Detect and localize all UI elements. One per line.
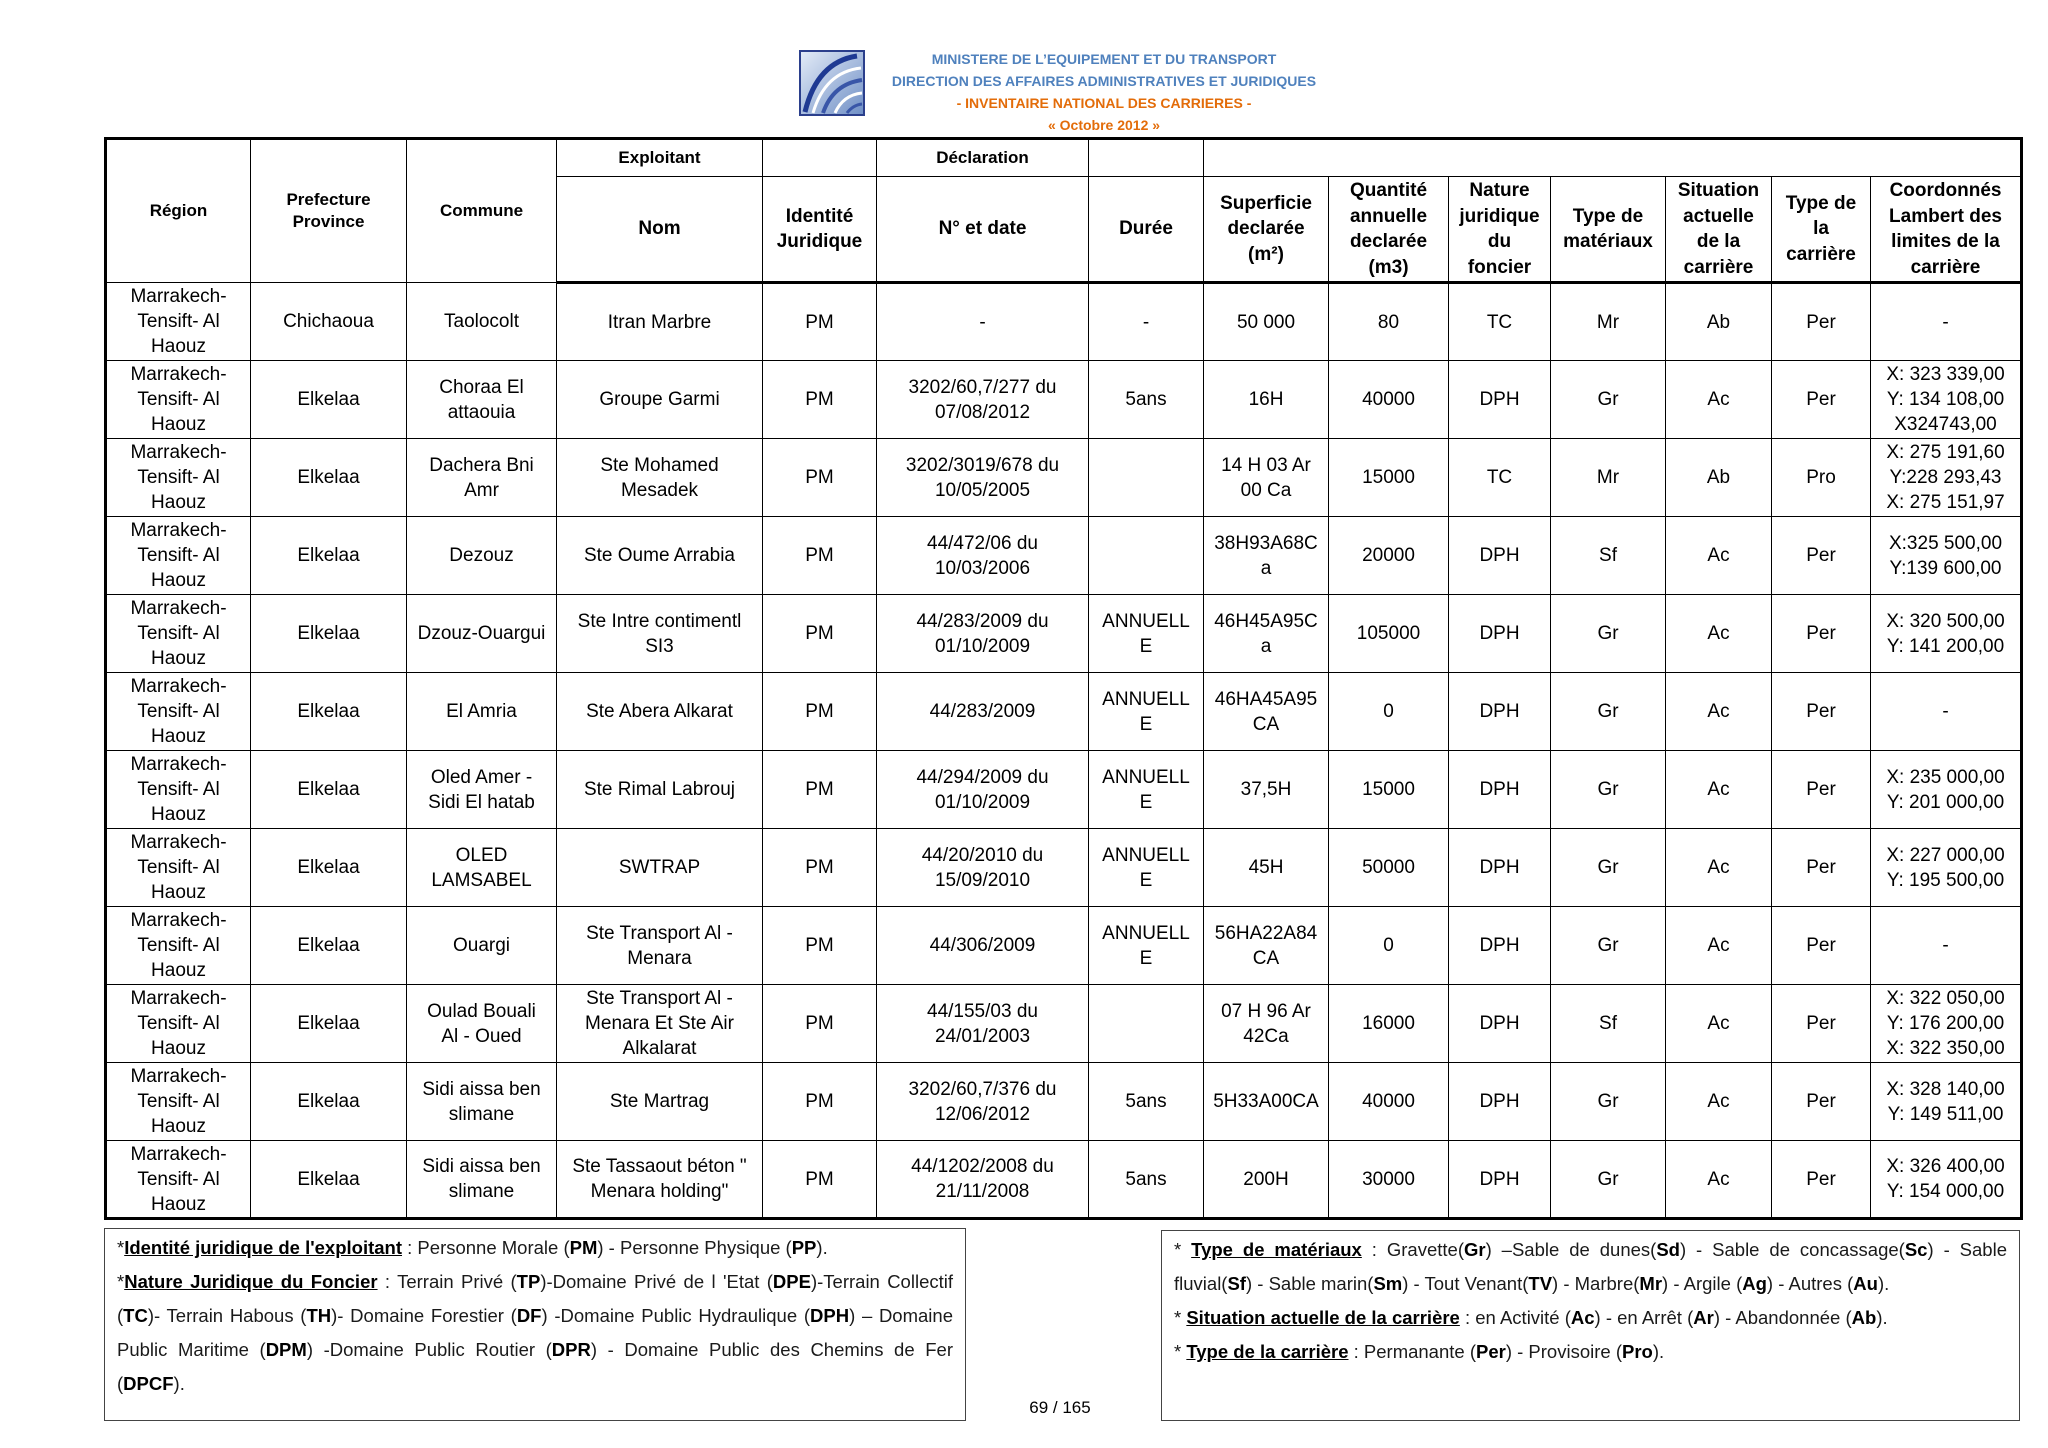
cell-duree: ANNUELL E <box>1089 673 1204 751</box>
cell-province: Elkelaa <box>251 595 407 673</box>
cell-commune: Choraa El attaouia <box>407 361 557 439</box>
page-number: 69 / 165 <box>1029 1398 1091 1417</box>
cell-type-carriere: Per <box>1772 595 1871 673</box>
legend-text: )- Domaine Forestier ( <box>331 1305 517 1326</box>
legend-text: ). <box>1877 1273 1890 1294</box>
cell-nom: Itran Marbre <box>557 283 763 361</box>
table-row <box>106 361 2022 439</box>
legend-code: Ab <box>1851 1307 1877 1328</box>
cell-province: Elkelaa <box>251 361 407 439</box>
cell-num-date: 3202/60,7/376 du 12/06/2012 <box>877 1063 1089 1141</box>
cell-type-carriere: Per <box>1772 1141 1871 1219</box>
legend-text: ) - en Arrêt ( <box>1594 1307 1694 1328</box>
cell-commune: Sidi aissa ben slimane <box>407 1063 557 1141</box>
cell-commune: Oulad Bouali Al - Oued <box>407 985 557 1063</box>
cell-commune: El Amria <box>407 673 557 751</box>
legend-code: Sm <box>1373 1273 1403 1294</box>
cell-superficie: 46HA45A95 CA <box>1204 673 1329 751</box>
legend-paragraph <box>117 1265 953 1401</box>
legend-text: ) -Domaine Public Routier ( <box>306 1339 552 1360</box>
cell-quantite: 105000 <box>1329 595 1449 673</box>
cell-quantite: 0 <box>1329 673 1449 751</box>
legend-code: DPCF <box>123 1373 174 1394</box>
cell-nature: TC <box>1449 439 1551 517</box>
legend-text: )-Domaine Privé de l 'Etat ( <box>540 1271 773 1292</box>
table-row <box>106 439 2022 517</box>
cell-num-date: 44/472/06 du 10/03/2006 <box>877 517 1089 595</box>
cell-identite: PM <box>763 439 877 517</box>
legend-paragraph <box>1174 1301 2007 1335</box>
cell-commune: Ouargi <box>407 907 557 985</box>
table-row <box>106 985 2022 1063</box>
cell-nom: Ste Tassaout béton " Menara holding" <box>557 1141 763 1219</box>
legend-box-right <box>1161 1230 2020 1421</box>
legend-code: PP <box>791 1237 817 1258</box>
cell-type-materiaux: Mr <box>1551 283 1666 361</box>
header-row-groups <box>106 139 2022 177</box>
legend-text: ) - Sable marin( <box>1245 1273 1374 1294</box>
legend-text: ) - Marbre( <box>1552 1273 1640 1294</box>
group-header-declaration: Déclaration <box>877 139 1089 177</box>
legend-text: ) - Domaine Public des Chemins de Fer ( <box>117 1339 953 1394</box>
cell-region: Marrakech- Tensift- Al Haouz <box>106 361 251 439</box>
legend-text: ). <box>1876 1307 1888 1328</box>
cell-coordonnees: - <box>1871 673 2022 751</box>
cell-type-carriere: Per <box>1772 361 1871 439</box>
cell-situation: Ac <box>1666 751 1772 829</box>
cell-type-materiaux: Mr <box>1551 439 1666 517</box>
cell-province: Elkelaa <box>251 1063 407 1141</box>
cell-duree <box>1089 517 1204 595</box>
legend-text: ) – Domaine Public Maritime ( <box>117 1305 953 1360</box>
cell-coordonnees: - <box>1871 907 2022 985</box>
column-header-region: Région <box>106 139 251 283</box>
cell-type-carriere: Per <box>1772 1063 1871 1141</box>
cell-nature: TC <box>1449 283 1551 361</box>
legend-text: ) - Argile ( <box>1662 1273 1743 1294</box>
table-row <box>106 1141 2022 1219</box>
column-header-nom: Nom <box>557 177 763 283</box>
cell-coordonnees: - <box>1871 283 2022 361</box>
cell-coordonnees: X: 235 000,00 Y: 201 000,00 <box>1871 751 2022 829</box>
cell-num-date: 44/294/2009 du 01/10/2009 <box>877 751 1089 829</box>
header-spacer <box>763 139 877 177</box>
legend-paragraph <box>1174 1335 2007 1369</box>
cell-province: Elkelaa <box>251 517 407 595</box>
cell-province: Elkelaa <box>251 439 407 517</box>
table-row <box>106 517 2022 595</box>
table-row <box>106 829 2022 907</box>
header-spacer <box>1089 139 1204 177</box>
cell-type-materiaux: Sf <box>1551 517 1666 595</box>
legend-text: ). <box>1652 1341 1665 1362</box>
table-body <box>106 283 2022 1219</box>
cell-superficie: 45H <box>1204 829 1329 907</box>
cell-province: Elkelaa <box>251 985 407 1063</box>
legend-text: : Personne Morale ( <box>402 1237 570 1258</box>
legend-term: Situation actuelle de la carrière <box>1186 1307 1460 1328</box>
cell-quantite: 15000 <box>1329 751 1449 829</box>
cell-region: Marrakech- Tensift- Al Haouz <box>106 985 251 1063</box>
cell-nature: DPH <box>1449 907 1551 985</box>
legend-code: TC <box>123 1305 148 1326</box>
cell-region: Marrakech- Tensift- Al Haouz <box>106 1063 251 1141</box>
cell-type-carriere: Per <box>1772 907 1871 985</box>
cell-quantite: 0 <box>1329 907 1449 985</box>
cell-nature: DPH <box>1449 1141 1551 1219</box>
cell-num-date: 44/20/2010 du 15/09/2010 <box>877 829 1089 907</box>
legend-paragraph <box>1174 1233 2007 1301</box>
cell-province: Elkelaa <box>251 1141 407 1219</box>
legend-code: DPM <box>265 1339 307 1360</box>
cell-nom: Ste Abera Alkarat <box>557 673 763 751</box>
legend-code: DPE <box>772 1271 811 1292</box>
cell-region: Marrakech- Tensift- Al Haouz <box>106 283 251 361</box>
cell-type-materiaux: Gr <box>1551 595 1666 673</box>
cell-identite: PM <box>763 1063 877 1141</box>
legend-code: Sc <box>1904 1239 1928 1260</box>
cell-nom: Ste Mohamed Mesadek <box>557 439 763 517</box>
cell-type-materiaux: Gr <box>1551 907 1666 985</box>
cell-num-date: 44/283/2009 <box>877 673 1089 751</box>
cell-type-carriere: Per <box>1772 673 1871 751</box>
cell-type-carriere: Per <box>1772 517 1871 595</box>
legend-text: : Gravette( <box>1361 1239 1464 1260</box>
cell-num-date: 44/283/2009 du 01/10/2009 <box>877 595 1089 673</box>
cell-coordonnees: X: 275 191,60 Y:228 293,43 X: 275 151,97 <box>1871 439 2022 517</box>
column-header-superficie: Superficie declarée (m²) <box>1204 177 1329 283</box>
cell-coordonnees: X: 323 339,00 Y: 134 108,00 X324743,00 <box>1871 361 2022 439</box>
legend-text: : Permanante ( <box>1348 1341 1476 1362</box>
cell-duree <box>1089 985 1204 1063</box>
cell-identite: PM <box>763 595 877 673</box>
cell-quantite: 20000 <box>1329 517 1449 595</box>
legend-term: Type de la carrière <box>1186 1341 1349 1362</box>
legend-text: ) –Sable de dunes( <box>1485 1239 1657 1260</box>
cell-commune: Dachera Bni Amr <box>407 439 557 517</box>
column-header-identite: Identité Juridique <box>763 177 877 283</box>
legend-text: * <box>1174 1307 1187 1328</box>
legend-code: Sf <box>1227 1273 1246 1294</box>
cell-nom: Ste Martrag <box>557 1063 763 1141</box>
cell-superficie: 50 000 <box>1204 283 1329 361</box>
cell-situation: Ac <box>1666 985 1772 1063</box>
cell-region: Marrakech- Tensift- Al Haouz <box>106 751 251 829</box>
cell-commune: Oled Amer - Sidi El hatab <box>407 751 557 829</box>
column-header-province: Prefecture Province <box>251 139 407 283</box>
cell-duree: ANNUELL E <box>1089 907 1204 985</box>
cell-nature: DPH <box>1449 595 1551 673</box>
cell-commune: Dzouz-Ouargui <box>407 595 557 673</box>
cell-region: Marrakech- Tensift- Al Haouz <box>106 439 251 517</box>
cell-situation: Ac <box>1666 1141 1772 1219</box>
direction-title: DIRECTION DES AFFAIRES ADMINISTRATIVES ET JURIDIQUES <box>891 73 1317 89</box>
cell-commune: Dezouz <box>407 517 557 595</box>
legend-code: TH <box>306 1305 332 1326</box>
cell-superficie: 56HA22A84 CA <box>1204 907 1329 985</box>
legend-code: Mr <box>1639 1273 1663 1294</box>
cell-situation: Ac <box>1666 673 1772 751</box>
cell-quantite: 40000 <box>1329 1063 1449 1141</box>
cell-type-materiaux: Gr <box>1551 673 1666 751</box>
cell-quantite: 40000 <box>1329 361 1449 439</box>
cell-nom: Ste Transport Al - Menara Et Ste Air Alkalarat <box>557 985 763 1063</box>
column-header-commune: Commune <box>407 139 557 283</box>
legend-text: * <box>1174 1341 1187 1362</box>
cell-duree: ANNUELL E <box>1089 829 1204 907</box>
cell-situation: Ac <box>1666 1063 1772 1141</box>
cell-coordonnees: X: 322 050,00 Y: 176 200,00 X: 322 350,00 <box>1871 985 2022 1063</box>
cell-quantite: 80 <box>1329 283 1449 361</box>
legend-code: Per <box>1476 1341 1506 1362</box>
cell-coordonnees: X:325 500,00 Y:139 600,00 <box>1871 517 2022 595</box>
column-header-situation: Situation actuelle de la carrière <box>1666 177 1772 283</box>
cell-nature: DPH <box>1449 829 1551 907</box>
cell-quantite: 50000 <box>1329 829 1449 907</box>
cell-num-date: 3202/60,7/277 du 07/08/2012 <box>877 361 1089 439</box>
cell-nature: DPH <box>1449 751 1551 829</box>
table-row <box>106 673 2022 751</box>
cell-duree: 5ans <box>1089 1063 1204 1141</box>
cell-nom: Ste Oume Arrabia <box>557 517 763 595</box>
cell-nature: DPH <box>1449 361 1551 439</box>
cell-superficie: 14 H 03 Ar 00 Ca <box>1204 439 1329 517</box>
cell-province: Chichaoua <box>251 283 407 361</box>
legend-code: Ac <box>1570 1307 1595 1328</box>
cell-type-carriere: Per <box>1772 283 1871 361</box>
cell-type-materiaux: Gr <box>1551 1141 1666 1219</box>
ministry-title: MINISTERE DE L’EQUIPEMENT ET DU TRANSPORT <box>931 51 1277 67</box>
cell-superficie: 5H33A00CA <box>1204 1063 1329 1141</box>
cell-identite: PM <box>763 673 877 751</box>
cell-duree: ANNUELL E <box>1089 595 1204 673</box>
cell-num-date: 44/1202/2008 du 21/11/2008 <box>877 1141 1089 1219</box>
legend-text: ) - Abandonnée ( <box>1713 1307 1852 1328</box>
legend-code: PM <box>569 1237 598 1258</box>
cell-nature: DPH <box>1449 1063 1551 1141</box>
legend-text: ). <box>816 1237 828 1258</box>
legend-term: Identité juridique de l'exploitant <box>124 1237 403 1258</box>
legend-text: )-Terrain Collectif ( <box>117 1271 953 1326</box>
legend-text: ) - Sable de concassage( <box>1679 1239 1905 1260</box>
legend-text: : en Activité ( <box>1459 1307 1571 1328</box>
cell-num-date: 3202/3019/678 du 10/05/2005 <box>877 439 1089 517</box>
cell-commune: Taolocolt <box>407 283 557 361</box>
cell-identite: PM <box>763 829 877 907</box>
cell-identite: PM <box>763 361 877 439</box>
cell-quantite: 15000 <box>1329 439 1449 517</box>
table-header <box>106 139 2022 283</box>
legend-code: Au <box>1853 1273 1878 1294</box>
table-row <box>106 595 2022 673</box>
legend-text: ) - Tout Venant( <box>1402 1273 1529 1294</box>
cell-type-carriere: Per <box>1772 985 1871 1063</box>
column-header-type-materiaux: Type de matériaux <box>1551 177 1666 283</box>
cell-region: Marrakech- Tensift- Al Haouz <box>106 907 251 985</box>
cell-region: Marrakech- Tensift- Al Haouz <box>106 1141 251 1219</box>
column-header-duree: Durée <box>1089 177 1204 283</box>
cell-situation: Ac <box>1666 595 1772 673</box>
legend-term: Nature Juridique du Foncier <box>124 1271 378 1292</box>
cell-type-carriere: Per <box>1772 751 1871 829</box>
column-header-nature: Nature juridique du foncier <box>1449 177 1551 283</box>
legend-code: DPH <box>810 1305 850 1326</box>
cell-superficie: 38H93A68C a <box>1204 517 1329 595</box>
cell-coordonnees: X: 320 500,00 Y: 141 200,00 <box>1871 595 2022 673</box>
cell-coordonnees: X: 326 400,00 Y: 154 000,00 <box>1871 1141 2022 1219</box>
cell-identite: PM <box>763 751 877 829</box>
cell-commune: OLED LAMSABEL <box>407 829 557 907</box>
table-row <box>106 283 2022 361</box>
cell-superficie: 16H <box>1204 361 1329 439</box>
cell-num-date: 44/306/2009 <box>877 907 1089 985</box>
cell-situation: Ab <box>1666 283 1772 361</box>
cell-situation: Ac <box>1666 907 1772 985</box>
cell-superficie: 07 H 96 Ar 42Ca <box>1204 985 1329 1063</box>
legend-code: Pro <box>1621 1341 1653 1362</box>
legend-text: ) - Autres ( <box>1766 1273 1854 1294</box>
cell-situation: Ab <box>1666 439 1772 517</box>
legend-text: )- Terrain Habous ( <box>147 1305 307 1326</box>
document-header <box>854 48 1354 136</box>
column-header-num-date: N° et date <box>877 177 1089 283</box>
cell-nature: DPH <box>1449 517 1551 595</box>
cell-type-materiaux: Gr <box>1551 361 1666 439</box>
legend-box-left <box>104 1228 966 1421</box>
cell-type-carriere: Pro <box>1772 439 1871 517</box>
cell-type-carriere: Per <box>1772 829 1871 907</box>
cell-duree: 5ans <box>1089 1141 1204 1219</box>
legend-text: * <box>117 1237 125 1258</box>
legend-text: ) -Domaine Public Hydraulique ( <box>541 1305 810 1326</box>
cell-nom: SWTRAP <box>557 829 763 907</box>
legend-code: Sd <box>1656 1239 1680 1260</box>
cell-duree: ANNUELL E <box>1089 751 1204 829</box>
cell-superficie: 200H <box>1204 1141 1329 1219</box>
header-spacer <box>1204 139 2022 177</box>
cell-province: Elkelaa <box>251 751 407 829</box>
legend-code: Ag <box>1742 1273 1767 1294</box>
inventory-title: - INVENTAIRE NATIONAL DES CARRIERES - <box>956 95 1252 111</box>
cell-duree: 5ans <box>1089 361 1204 439</box>
cell-region: Marrakech- Tensift- Al Haouz <box>106 595 251 673</box>
cell-coordonnees: X: 227 000,00 Y: 195 500,00 <box>1871 829 2022 907</box>
cell-quantite: 16000 <box>1329 985 1449 1063</box>
legend-code: DPR <box>551 1339 591 1360</box>
column-header-coordonnees: Coordonnés Lambert des limites de la carrière <box>1871 177 2022 283</box>
cell-nom: Groupe Garmi <box>557 361 763 439</box>
table-row <box>106 751 2022 829</box>
legend-code: Gr <box>1463 1239 1486 1260</box>
cell-region: Marrakech- Tensift- Al Haouz <box>106 517 251 595</box>
cell-type-materiaux: Gr <box>1551 829 1666 907</box>
cell-identite: PM <box>763 907 877 985</box>
legend-text: ) - Sable fluvial( <box>1174 1239 2007 1294</box>
legend-code: Ar <box>1693 1307 1714 1328</box>
cell-situation: Ac <box>1666 517 1772 595</box>
cell-province: Elkelaa <box>251 907 407 985</box>
cell-superficie: 37,5H <box>1204 751 1329 829</box>
cell-type-materiaux: Gr <box>1551 1063 1666 1141</box>
cell-nature: DPH <box>1449 985 1551 1063</box>
cell-identite: PM <box>763 517 877 595</box>
cell-region: Marrakech- Tensift- Al Haouz <box>106 673 251 751</box>
cell-province: Elkelaa <box>251 829 407 907</box>
cell-identite: PM <box>763 1141 877 1219</box>
cell-region: Marrakech- Tensift- Al Haouz <box>106 829 251 907</box>
legend-text: ) - Provisoire ( <box>1505 1341 1622 1362</box>
legend-text: ) - Personne Physique ( <box>597 1237 792 1258</box>
quarry-inventory-table <box>104 137 2023 1220</box>
cell-province: Elkelaa <box>251 673 407 751</box>
legend-text: * <box>1174 1239 1192 1260</box>
cell-identite: PM <box>763 985 877 1063</box>
legend-text: : Terrain Privé ( <box>377 1271 517 1292</box>
legend-code: DF <box>516 1305 542 1326</box>
cell-num-date: 44/155/03 du 24/01/2003 <box>877 985 1089 1063</box>
cell-num-date: - <box>877 283 1089 361</box>
cell-type-materiaux: Sf <box>1551 985 1666 1063</box>
cell-nature: DPH <box>1449 673 1551 751</box>
cell-identite: PM <box>763 283 877 361</box>
cell-superficie: 46H45A95C a <box>1204 595 1329 673</box>
cell-nom: Ste Rimal Labrouj <box>557 751 763 829</box>
legend-term: Type de matériaux <box>1191 1239 1362 1260</box>
cell-duree: - <box>1089 283 1204 361</box>
column-header-type-carriere: Type de la carrière <box>1772 177 1871 283</box>
legend-text: * <box>117 1271 125 1292</box>
cell-coordonnees: X: 328 140,00 Y: 149 511,00 <box>1871 1063 2022 1141</box>
cell-situation: Ac <box>1666 829 1772 907</box>
legend-paragraph <box>117 1231 953 1265</box>
cell-nom: Ste Transport Al - Menara <box>557 907 763 985</box>
legend-text: ). <box>173 1373 185 1394</box>
cell-type-materiaux: Gr <box>1551 751 1666 829</box>
cell-nom: Ste Intre contimentl SI3 <box>557 595 763 673</box>
cell-commune: Sidi aissa ben slimane <box>407 1141 557 1219</box>
table-row <box>106 1063 2022 1141</box>
group-header-exploitant: Exploitant <box>557 139 763 177</box>
table-row <box>106 907 2022 985</box>
column-header-quantite: Quantité annuelle declarée (m3) <box>1329 177 1449 283</box>
legend-code: TV <box>1528 1273 1553 1294</box>
legend-code: TP <box>516 1271 541 1292</box>
inventory-date: « Octobre 2012 » <box>1047 117 1161 133</box>
cell-situation: Ac <box>1666 361 1772 439</box>
cell-quantite: 30000 <box>1329 1141 1449 1219</box>
cell-duree <box>1089 439 1204 517</box>
